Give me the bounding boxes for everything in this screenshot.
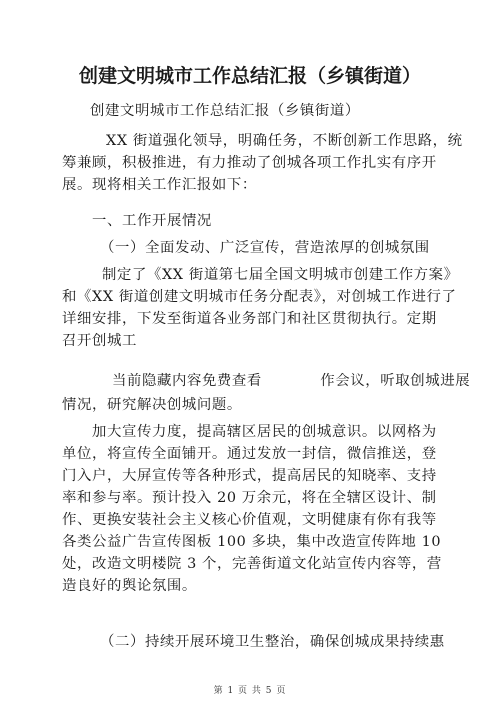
subsection-heading: （一）全面发动、广泛宣传，营造浓厚的创城氛围 [100,240,430,256]
paragraph-line: 制定了《XX 街道第七届全国文明城市创建工作方案》 [102,267,459,283]
intro-paragraph [62,130,463,196]
hidden-content-notice[interactable] [112,370,470,392]
hidden-content-link[interactable]: 当前隐藏内容免费查看 [112,373,262,389]
paragraph-line: 造良好的舆论氛围。 [62,578,197,594]
intro-line: 展。现将相关工作汇报如下： [62,177,257,193]
paragraph-work-plan [62,264,459,352]
paragraph-line: 召开创城工 [62,333,137,349]
paragraph-line: 单位，将宣传全面铺开。通过发放一封信，微信推送，登 [62,446,437,462]
paragraph-publicity [62,421,442,597]
paragraph-line: 处，改造文明楼院 3 个，完善街道文化站宣传内容等，营 [62,556,442,572]
paragraph-line: 加大宣传力度，提高辖区居民的创城意识。以网格为 [92,424,437,440]
document-subtitle: 创建文明城市工作总结汇报（乡镇街道） [90,103,360,119]
paragraph-line: 门入户，大屏宣传等各种形式，提高居民的知晓率、支持 [62,468,437,484]
intro-line: 筹兼顾，积极推进，有力推动了创城各项工作扎实有序开 [62,155,437,171]
paragraph-line: 率和参与率。预计投入 20 万余元，将在全辖区设计、制 [62,490,437,506]
section-heading: 一、工作开展情况 [92,213,212,229]
subsection-heading: （二）持续开展环境卫生整治，确保创城成果持续惠 [100,634,445,650]
paragraph-fragment: 作会议，听取创城进展 [320,373,471,389]
paragraph-line: 详细安排，下发至街道各业务部门和社区贯彻执行。定期 [62,311,437,327]
paragraph-line: 作、更换安装社会主义核心价值观，文明健康有你有我等 [62,512,437,528]
paragraph-line: 和《XX 街道创建文明城市任务分配表》，对创城工作进行了 [62,289,457,305]
paragraph-line: 各类公益广告宣传图板 100 多块，集中改造宣传阵地 10 [62,534,442,550]
intro-line: XX 街道强化领导，明确任务，不断创新工作思路，统 [106,133,463,149]
page-footer: 第 1 页 共 5 页 [213,686,287,696]
paragraph-line: 情况，研究解决创城问题。 [62,397,242,413]
document-title: 创建文明城市工作总结汇报（乡镇街道） [78,65,421,87]
